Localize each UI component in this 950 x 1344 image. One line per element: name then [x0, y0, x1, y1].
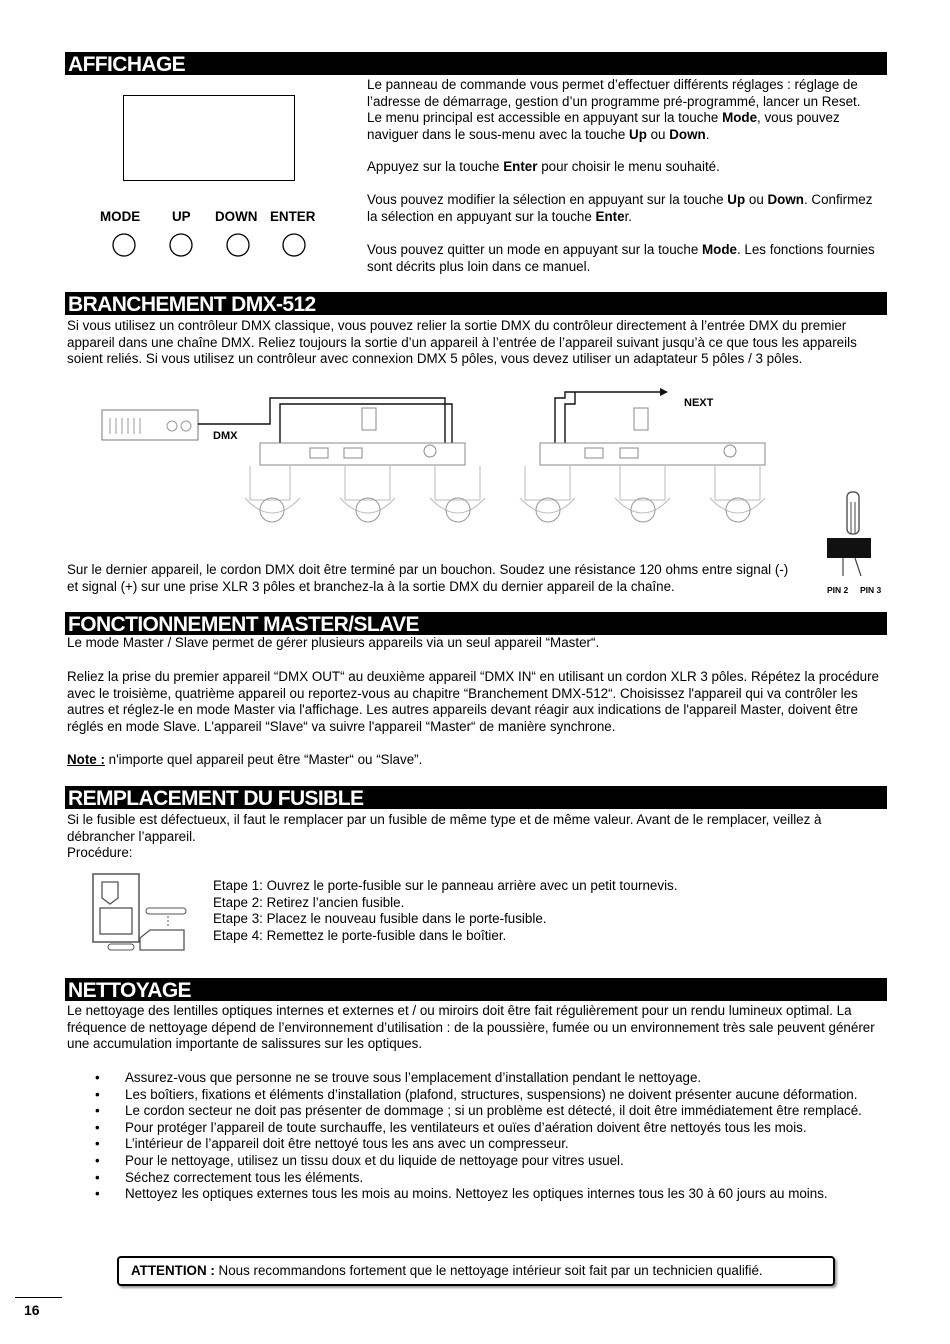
note-label: Note : [67, 752, 105, 767]
affichage-paragraph-4 [367, 242, 879, 275]
fuse-old [108, 944, 134, 950]
list-item: • Les boîtiers, fixations et éléments d’installation (plafond, structures, suspensions) ne doivent présenter aucune déformation. [95, 1087, 895, 1104]
text-bold: Mode [702, 242, 737, 257]
text-bold: Enter [503, 159, 538, 174]
fuse-steps [213, 878, 813, 944]
list-item: • Le cordon secteur ne doit pas présenter de dommage ; si un problème est détecté, il doit être immédiatement être remplacé. [95, 1103, 895, 1120]
light-head-4 [536, 498, 560, 522]
fuse-new [146, 908, 186, 914]
nettoyage-paragraph-1: Le nettoyage des lentilles optiques internes et externes et / ou miroirs doit être fait régulièrement pour un rendu lumineux optimal. La fréquence de nettoyage dépend de l’environnement d’utilisation : de la poussière, fumée ou un environnement très sale peuvent générer une accumulation importante de salissures sur les optiques. [67, 1003, 875, 1052]
list-item: • Pour le nettoyage, utilisez un tissu doux et du liquide de nettoyage pour vitres usuel. [95, 1153, 895, 1170]
affichage-paragraph-3 [367, 192, 879, 225]
page-number: 16 [24, 1302, 40, 1318]
text: , vous pouvez naviguer dans le sous-menu avec la touche [367, 110, 840, 142]
step-3: Etape 3: Placez le nouveau fusible dans le porte-fusible. [213, 911, 547, 927]
pin2-label: PIN 2 [827, 585, 849, 595]
text-bold: Down [767, 192, 804, 207]
text-bold: Up [727, 192, 746, 207]
text: Vous pouvez quitter un mode en appuyant sur la touche [367, 242, 702, 257]
dmx-paragraph-1: Si vous utilisez un contrôleur DMX classique, vous pouvez relier la sortie DMX du contrôleur directement à l’entrée DMX du premier appareil dans une chaîne DMX. Reliez toujours la sortie d’un appareil à l’entrée de l’appareil suivant jusqu’à ce que tous les appareils soient reliés. Si vous utilisez un contrôleur avec connexion DMX 5 pôles, vous devez utiliser un adaptateur 5 pôles / 3 pôles. [67, 318, 857, 367]
page-number-rule [15, 1297, 62, 1298]
fixture-bracket-2 [634, 408, 648, 430]
text: . [705, 126, 710, 142]
text-bold: Mode [722, 110, 758, 126]
xlr-terminator-diagram [825, 490, 885, 580]
step-2: Etape 2: Retirez l’ancien fusible. [213, 894, 405, 910]
procedure-label: Procédure: [67, 845, 133, 860]
text-bold: Ente [595, 208, 625, 224]
fuse-holder [140, 930, 184, 950]
enter-button-circle [283, 234, 305, 256]
section-title-affichage: AFFICHAGE [65, 52, 887, 75]
section-title-nettoyage: NETTOYAGE [65, 978, 887, 1001]
step-1: Etape 1: Ouvrez le porte-fusible sur le panneau arrière avec un petit tournevis. [213, 878, 678, 893]
xlr-plug [827, 538, 871, 558]
section-title-master: FONCTIONNEMENT MASTER/SLAVE [65, 612, 887, 635]
display-screen [123, 95, 295, 181]
section-title-dmx: BRANCHEMENT DMX-512 [65, 292, 887, 315]
fusible-paragraph-1: Si le fusible est défectueux, il faut le remplacer par un fusible de même type et de même valeur. Avant de le remplacer, veillez à débrancher l’appareil. [67, 812, 822, 844]
light-head-5 [631, 498, 655, 522]
light-head-6 [726, 498, 750, 522]
fixture-bracket-1 [362, 408, 376, 430]
text: r. [624, 208, 633, 224]
next-label: NEXT [684, 397, 714, 409]
master-paragraph-2: Reliez la prise du premier appareil “DMX OUT“ au deuxième appareil “DMX IN“ en utilisant un cordon XLR 3 pôles. Répétez la procédure avec le troisième, quatrième appareil ou reportez-vous au chapitre “Branchement DMX-512“. Choisissez l'appareil qui va contrôler les autres et réglez-le en mode Master via l'affichage. Les autres appareils devant réagir aux indications de l'appareil Master, doivent être réglés en mode Slave. L'appareil “Slave“ va suivre l'appareil “Master“ de manière synchrone. [67, 669, 879, 734]
up-button-circle [170, 234, 192, 256]
down-button-circle [227, 234, 249, 256]
list-item: • Nettoyez les optiques externes tous les mois au moins. Nettoyez les optiques internes tous les 30 à 60 jours au moins. [95, 1186, 895, 1203]
text: ou [646, 126, 670, 142]
text: ou [745, 192, 768, 207]
text: Appuyez sur la touche [367, 159, 504, 174]
cleaning-list [95, 1070, 895, 1203]
down-button-label: DOWN [215, 209, 258, 224]
text: pour choisir le menu souhaité. [537, 159, 720, 174]
mode-button-circle [113, 234, 135, 256]
note-text: n'importe quel appareil peut être “Master“ ou “Slave”. [104, 752, 423, 767]
dmx-paragraph-2: Sur le dernier appareil, le cordon DMX doit être terminé par un bouchon. Soudez une résistance 120 ohms entre signal (-) et signal (+) sur une prise XLR 3 pôles et branchez-la à la sortie DMX du dernier appareil de la chaîne. [67, 562, 789, 594]
enter-button-label: ENTER [270, 209, 316, 224]
text-bold: Up [629, 126, 647, 142]
list-item: • Assurez-vous que personne ne se trouve sous l’emplacement d’installation pendant le nettoyage. [95, 1070, 895, 1087]
pin3-label: PIN 3 [860, 585, 882, 595]
dmx-label: DMX [213, 430, 238, 442]
control-buttons [110, 231, 350, 261]
text: Vous pouvez modifier la sélection en appuyant sur la touche [367, 192, 728, 207]
text: . Confirmez la sélection en appuyant sur la touche [367, 192, 873, 224]
text: . Les fonctions fournies sont décrits plus loin dans ce manuel. [367, 242, 875, 274]
affichage-paragraph-1 [367, 77, 879, 143]
list-item: • Pour protéger l’appareil de toute surchauffe, les ventilateurs et ouïes d’aération doivent être nettoyés tous les mois. [95, 1120, 895, 1137]
master-note [67, 752, 887, 769]
resistor [847, 492, 859, 534]
mode-button-label: MODE [100, 209, 141, 224]
affichage-paragraph-2 [367, 159, 879, 176]
step-4: Etape 4: Remettez le porte-fusible dans le boîtier. [213, 927, 507, 943]
master-paragraph-1: Le mode Master / Slave permet de gérer plusieurs appareils via un seul appareil “Master“. [67, 635, 600, 650]
attention-text: Nous recommandons fortement que le nettoyage intérieur soit fait par un technicien qualifié. [214, 1263, 763, 1278]
attention-label: ATTENTION : [131, 1263, 215, 1278]
section-title-fusible: REMPLACEMENT DU FUSIBLE [65, 786, 887, 809]
up-button-label: UP [172, 209, 191, 224]
list-item: • L’intérieur de l’appareil doit être nettoyé tous les ans avec un compresseur. [95, 1136, 895, 1153]
text-bold: Down [669, 126, 706, 142]
light-head-2 [356, 498, 380, 522]
light-head-1 [260, 498, 284, 522]
fuse-diagram [88, 868, 193, 958]
attention-box [117, 1256, 835, 1286]
text: Le panneau de commande vous permet d’effectuer différents réglages : réglage de l’adresse de démarrage, gestion d’un programme pré-programmé, lancer un Reset. Le menu principal est accessible en appuyant sur la touche [367, 77, 861, 126]
light-head-3 [446, 498, 470, 522]
list-item: • Séchez correctement tous les éléments. [95, 1170, 895, 1187]
